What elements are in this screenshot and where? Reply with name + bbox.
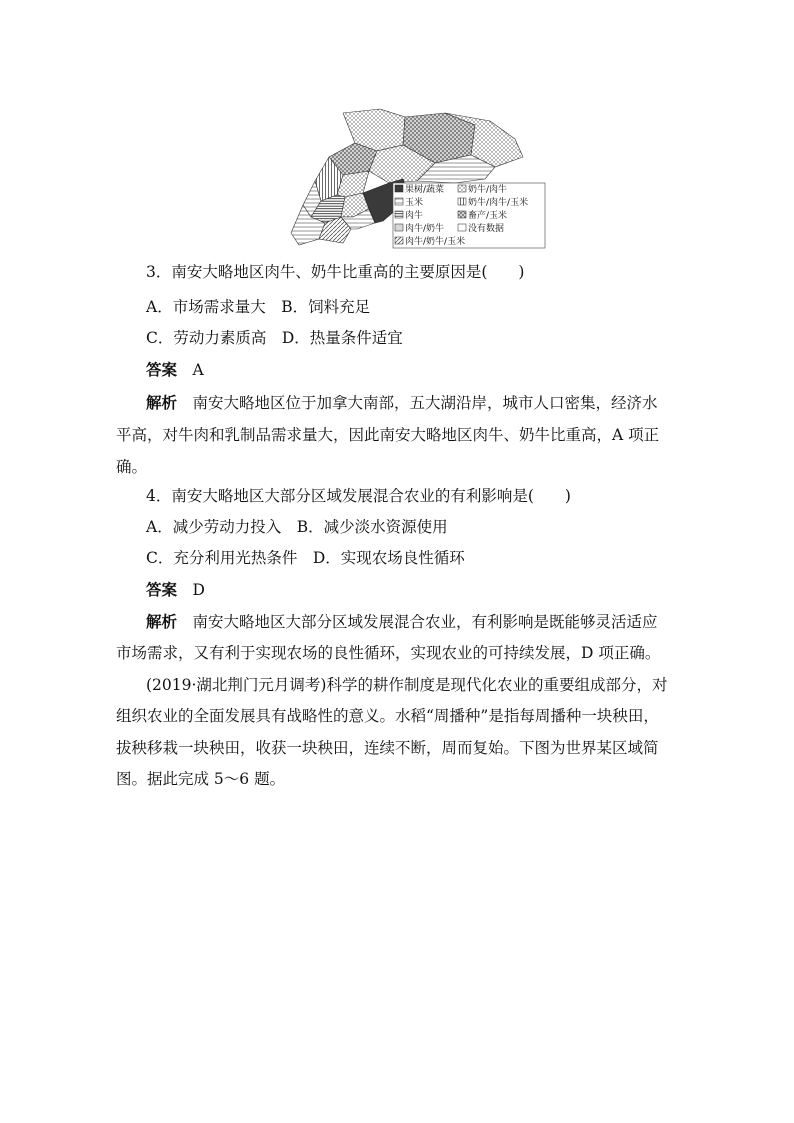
legend-label: 没有数据 bbox=[468, 224, 505, 234]
intro-line-1: (2019·湖北荆门元月调考)科学的耕作制度是现代化农业的重要组成部分，对 bbox=[146, 676, 668, 694]
intro-line-3: 拔秧移栽一块秧田，收获一块秧田，连续不断，周而复始。下图为世界某区域简 bbox=[116, 739, 659, 757]
q4-analysis-line-2: 市场需求，又有利于实现农场的良性循环，实现农业的可持续发展，D 项正确。 bbox=[116, 644, 661, 662]
q4-stem: 4．南安大略地区大部分区域发展混合农业的有利影响是( ) bbox=[146, 487, 571, 505]
legend-label: 肉牛/奶牛/玉米 bbox=[405, 237, 466, 247]
analysis-text: 南安大略地区大部分区域发展混合农业，有利影响是既能够灵活适应 bbox=[192, 613, 658, 631]
legend-label: 果树/蔬菜 bbox=[405, 185, 445, 195]
answer-label: 答案 bbox=[146, 360, 178, 379]
legend-label: 奶牛/肉牛/玉米 bbox=[468, 198, 529, 208]
legend-label: 畜产/玉米 bbox=[468, 211, 508, 221]
answer-value: A bbox=[192, 361, 204, 379]
q3-analysis-line-3: 确。 bbox=[116, 458, 148, 476]
analysis-label: 解析 bbox=[146, 612, 178, 631]
analysis-label: 解析 bbox=[146, 393, 178, 412]
q3-options-cd: C．劳动力素质高 D．热量条件适宜 bbox=[146, 329, 403, 347]
answer-value: D bbox=[192, 581, 205, 599]
q4-options-cd: C．充分利用光热条件 D．实现农场良性循环 bbox=[146, 549, 465, 567]
q4-answer bbox=[146, 580, 205, 600]
q3-analysis-line-1 bbox=[146, 393, 658, 413]
q3-answer bbox=[146, 360, 204, 380]
legend-label: 肉牛/奶牛 bbox=[405, 224, 445, 234]
q4-options-ab: A．减少劳动力投入 B．减少淡水资源使用 bbox=[146, 518, 448, 536]
answer-label: 答案 bbox=[146, 580, 178, 599]
q3-stem: 3．南安大略地区肉牛、奶牛比重高的主要原因是( ) bbox=[146, 263, 525, 281]
intro-line-4: 图。据此完成 5～6 题。 bbox=[116, 770, 286, 788]
legend-label: 玉米 bbox=[405, 198, 424, 208]
analysis-text: 南安大略地区位于加拿大南部，五大湖沿岸，城市人口密集，经济水 bbox=[192, 394, 658, 412]
legend-label: 奶牛/肉牛 bbox=[468, 185, 508, 195]
legend-label: 肉牛 bbox=[405, 211, 424, 221]
q3-analysis-line-2: 平高，对牛肉和乳制品需求量大，因此南安大略地区肉牛、奶牛比重高，A 项正 bbox=[116, 426, 660, 444]
q4-analysis-line-1 bbox=[146, 612, 658, 632]
ontario-agriculture-map bbox=[285, 105, 550, 250]
q3-options-ab: A．市场需求量大 B．饲料充足 bbox=[146, 298, 371, 316]
intro-line-2: 组织农业的全面发展具有战略性的意义。水稻“周播种”是指每周播种一块秧田， bbox=[116, 707, 659, 725]
